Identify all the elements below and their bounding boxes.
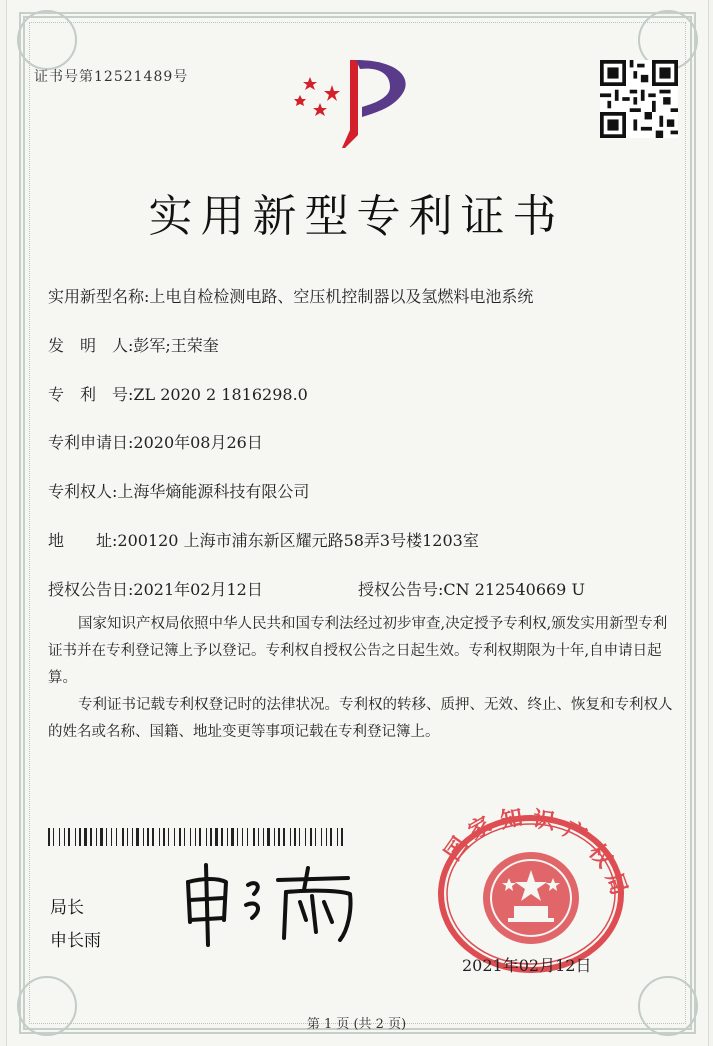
barcode-icon [48, 828, 348, 846]
field-value: 上海华熵能源科技有限公司 [117, 482, 310, 501]
legal-paragraph-1: 国家知识产权局依照中华人民共和国专利法经过初步审查,决定授予专利权,颁发实用新型专利证书并在专利登记簿上予以登记。专利权自授权公告之日起生效。专利权期限为十年,自申请日起算。 [48, 616, 668, 686]
field-value: 上电自检检测电路、空压机控制器以及氢燃料电池系统 [149, 287, 534, 306]
field-grant-number [358, 577, 585, 600]
svg-text:局: 局 [600, 869, 632, 899]
svg-text:知: 知 [498, 805, 525, 834]
field-label: 地 址: [48, 531, 118, 550]
svg-text:家: 家 [464, 812, 497, 846]
field-label: 授权公告号: [358, 580, 444, 599]
field-value: 200120 上海市浦东新区耀元路58弄3号楼1203室 [117, 531, 479, 550]
page-footer: 第 1 页 (共 2 页) [306, 1017, 407, 1032]
field-value: 2020年08月26日 [133, 433, 263, 452]
svg-text:国: 国 [440, 833, 474, 866]
svg-text:识: 识 [531, 807, 557, 836]
field-value: CN 212540669 U [443, 580, 585, 599]
field-application-date [48, 430, 263, 453]
seal-date: 2021年02月12日 [462, 956, 592, 975]
field-address [48, 528, 479, 551]
field-label: 专 利 号: [48, 385, 134, 404]
field-label: 实用新型名称: [48, 287, 150, 306]
field-label: 发 明 人: [48, 336, 134, 355]
official-seal-icon [436, 805, 632, 974]
svg-text:产: 产 [559, 817, 591, 850]
signatory-title: 局长 [50, 898, 84, 918]
signatory-name: 申长雨 [50, 931, 101, 951]
handwritten-signature [178, 860, 368, 950]
field-patent-number [48, 382, 308, 405]
field-label: 专利申请日: [48, 433, 134, 452]
corner-ornament [17, 10, 77, 70]
field-grant-date [48, 577, 263, 600]
field-patentee [48, 479, 309, 502]
field-value: 彭军;王荣奎 [133, 336, 219, 355]
field-utility-model-name [48, 284, 533, 307]
qr-code-icon [600, 60, 678, 138]
certificate-number: 证书号第12521489号 [34, 69, 189, 85]
field-value: 2021年02月12日 [133, 580, 263, 599]
svg-text:权: 权 [583, 839, 617, 873]
field-value: ZL 2020 2 1816298.0 [133, 385, 308, 404]
certificate-title: 实用新型专利证书 [148, 191, 565, 242]
cnipa-logo-icon [290, 55, 420, 150]
field-label: 专利权人: [48, 482, 118, 501]
field-inventors [48, 333, 219, 356]
field-label: 授权公告日: [48, 580, 134, 599]
legal-paragraph-2: 专利证书记载专利权登记时的法律状况。专利权的转移、质押、无效、终止、恢复和专利权人的姓名或名称、国籍、地址变更等事项记载在专利登记簿上。 [48, 697, 673, 740]
